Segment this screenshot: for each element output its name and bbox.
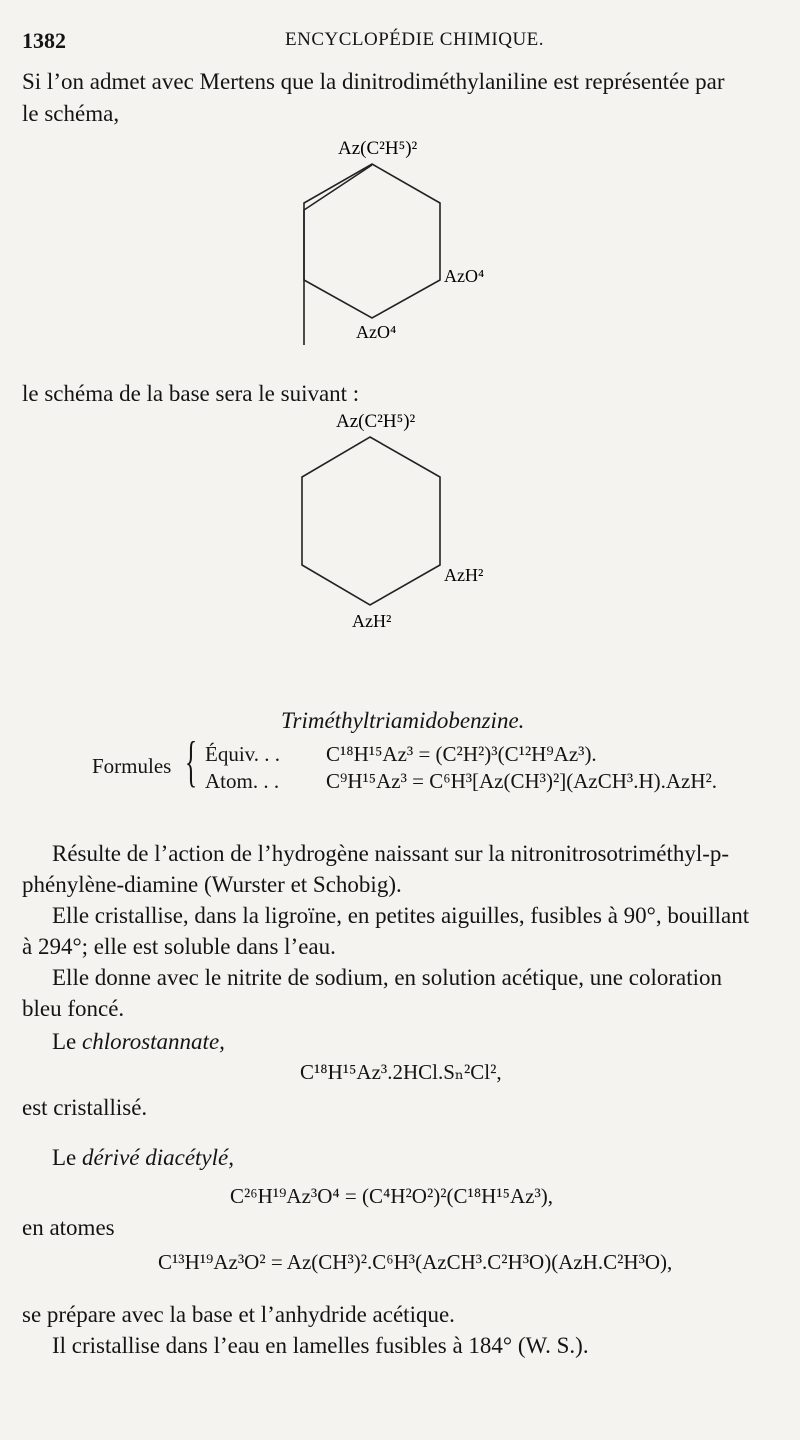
scheme2-top-label: Az(C²H⁵)² [336, 411, 416, 432]
hexagon-ring [302, 437, 440, 605]
diacetyl-name: dérivé diacétylé, [82, 1145, 234, 1170]
equiv-label: Équiv. . . [205, 742, 281, 766]
diacetyl-formula: C²⁶H¹⁹Az³O⁴ = (C⁴H²O²)²(C¹⁸H¹⁵Az³), [230, 1184, 553, 1208]
p2-line-2: à 294°; elle est soluble dans l’eau. [22, 934, 336, 959]
transition-text: le schéma de la base sera le suivant : [22, 381, 360, 406]
atoms-formula: C¹³H¹⁹Az³O² = Az(CH³)².C⁶H³(AzCH³.C²H³O)(AzH.C²H³O), [158, 1250, 673, 1274]
running-title: ENCYCLOPÉDIE CHIMIQUE. [285, 29, 545, 50]
chloro-suffix: est cristallisé. [22, 1095, 148, 1120]
atom-label: Atom. . . [205, 769, 280, 793]
chloro-name: chlorostannate, [82, 1029, 225, 1054]
scheme2-right-label: AzH² [444, 565, 484, 585]
intro-line-1: Si l’on admet avec Mertens que la dinitrodiméthylaniline est représentée par [22, 69, 725, 94]
scheme1-right-label: AzO⁴ [444, 266, 485, 286]
equiv-formula: C¹⁸H¹⁵Az³ = (C²H²)³(C¹²H⁹Az³). [326, 742, 597, 766]
scheme1-bottom-label: AzO⁴ [356, 322, 397, 342]
chloro-formula: C¹⁸H¹⁵Az³.2HCl.Sₙ²Cl², [300, 1060, 502, 1084]
atom-formula: C⁹H¹⁵Az³ = C⁶H³[Az(CH³)²](AzCH³.H).AzH². [326, 769, 718, 793]
p4-line-1: se prépare avec la base et l’anhydride acétique. [22, 1302, 455, 1327]
intro-line-2: le schéma, [22, 101, 120, 126]
hexagon-ring [304, 164, 440, 318]
diacetyl-intro [52, 1142, 234, 1173]
atoms-label: en atomes [22, 1215, 115, 1240]
scheme2-bottom-label: AzH² [352, 611, 392, 631]
compound-title: Triméthyltriamidobenzine. [281, 708, 525, 733]
p5-line-1: Il cristallise dans l’eau en lamelles fusibles à 184° (W. S.). [52, 1333, 589, 1358]
p1-line-2: phénylène-diamine (Wurster et Schobig). [22, 872, 402, 897]
chloro-prefix: Le [52, 1029, 77, 1054]
diacetyl-prefix: Le [52, 1145, 77, 1170]
benzene-scheme-1 [280, 130, 520, 345]
p1-line-1: Résulte de l’action de l’hydrogène naissant sur la nitronitrosotriméthyl-p- [52, 841, 730, 866]
p2-line-1: Elle cristallise, dans la ligroïne, en petites aiguilles, fusibles à 90°, bouillant [52, 903, 750, 928]
page-number: 1382 [22, 28, 66, 53]
chlorostannate-intro [52, 1026, 225, 1057]
benzene-scheme-2 [280, 405, 520, 635]
p3-line-1: Elle donne avec le nitrite de sodium, en solution acétique, une coloration [52, 965, 722, 990]
scheme1-top-label: Az(C²H⁵)² [338, 138, 418, 159]
p3-line-2: bleu foncé. [22, 996, 125, 1021]
formulas-label: Formules [92, 754, 172, 778]
hexagon-left-edges [304, 165, 372, 345]
formula-brace: { [185, 731, 198, 793]
